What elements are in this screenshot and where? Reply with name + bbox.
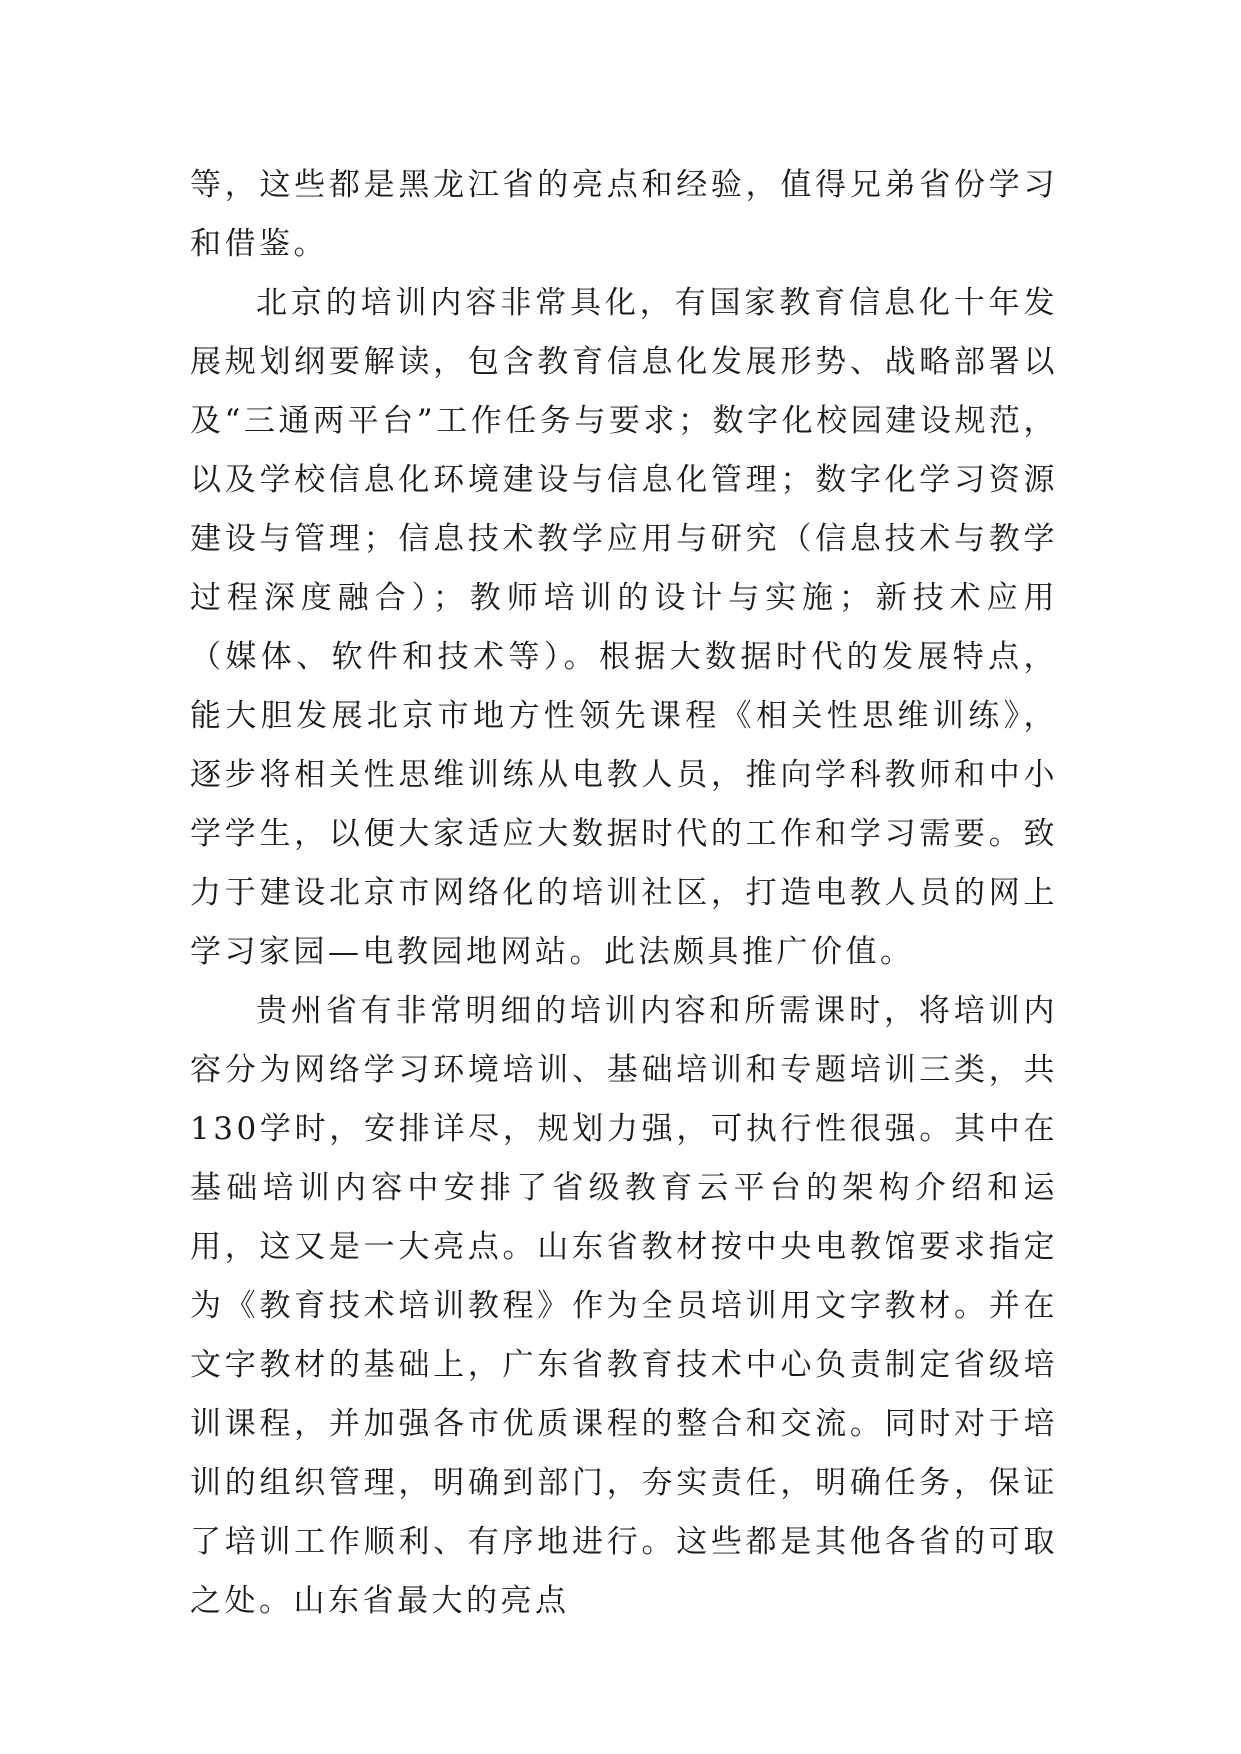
paragraph-beijing: 北京的培训内容非常具化，有国家教育信息化十年发展规划纲要解读，包含教育信息化发展形势、战略部署以及“三通两平台”工作任务与要求；数字化校园建设规范，以及学校信息化环境建设与信息化管理；数字化学习资源建设与管理；信息技术教学应用与研究（信息技术与教学过程深度融合）；教师培训的设计与实施；新技术应用（媒体、软件和技术等）。根据大数据时代的发展特点，能大胆发展北京市地方性领先课程《相关性思维训练》，逐步将相关性思维训练从电教人员，推向学科教师和中小学学生，以便大家适应大数据时代的工作和学习需要。致力于建设北京市网络化的培训社区，打造电教人员的网上学习家园—电教园地网站。此法颇具推广价值。 [190,285,1058,970]
paragraph-guizhou-shandong: 贵州省有非常明细的培训内容和所需课时，将培训内容分为网络学习环境培训、基础培训和专题培训三类，共130学时，安排详尽，规划力强，可执行性很强。其中在基础培训内容中安排了省级教育云平台的架构介绍和运用，这又是一大亮点。山东省教材按中央电教馆要求指定为《教育技术培训教程》作为全员培训用文字教材。并在文字教材的基础上，广东省教育技术中心负责制定省级培训课程，并加强各市优质课程的整合和交流。同时对于培训的组织管理，明确到部门，夯实责任，明确任务，保证了培训工作顺利、有序地进行。这些都是其他各省的可取之处。山东省最大的亮点 [190,993,1058,1619]
paragraph-heilongjiang-ending: 等，这些都是黑龙江省的亮点和经验，值得兄弟省份学习和借鉴。 [190,167,1058,262]
body-text [190,156,1058,1631]
